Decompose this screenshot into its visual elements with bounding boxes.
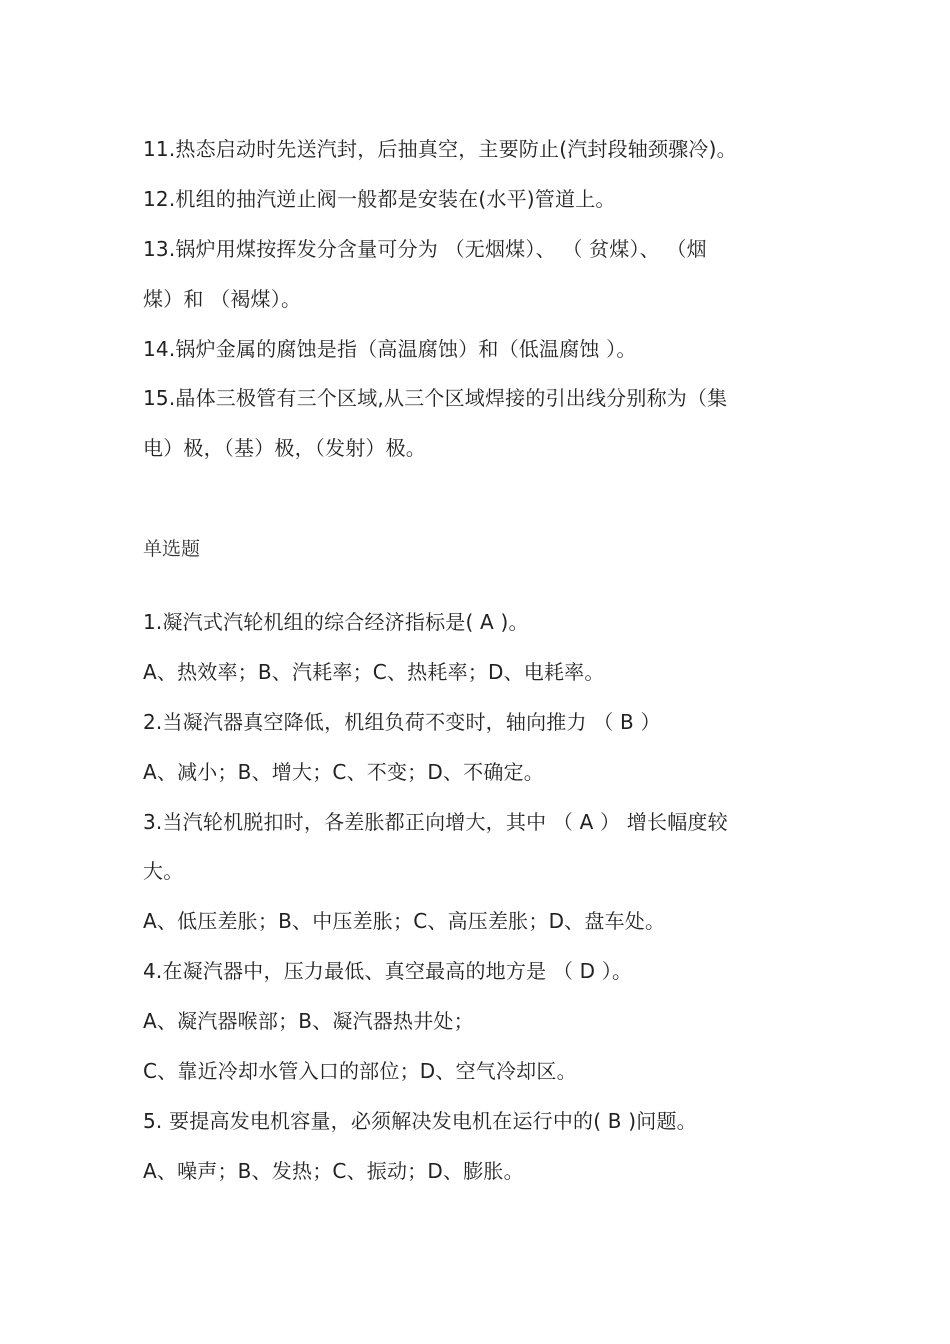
question-12: 12.机组的抽汽逆止阀一般都是安装在(水平)管道上。 bbox=[143, 187, 616, 211]
question-13-line-2: 煤）和 （褐煤）。 bbox=[143, 287, 302, 311]
sc-question-4-options-2: C、靠近冷却水管入口的部位；D、空气冷却区。 bbox=[143, 1059, 577, 1083]
sc-question-3-line-1: 3.当汽轮机脱扣时，各差胀都正向增大，其中 （ A ） 增长幅度较 bbox=[143, 810, 728, 834]
sc-question-3-line-2: 大。 bbox=[143, 859, 184, 883]
sc-question-1-options: A、热效率；B、汽耗率；C、热耗率；D、电耗率。 bbox=[143, 660, 605, 684]
sc-question-1: 1.凝汽式汽轮机组的综合经济指标是( A )。 bbox=[143, 610, 529, 634]
sc-question-5-options: A、噪声；B、发热；C、振动；D、膨胀。 bbox=[143, 1159, 524, 1183]
section-heading-single-choice: 单选题 bbox=[143, 538, 201, 560]
sc-question-4-options-1: A、凝汽器喉部；B、凝汽器热井处； bbox=[143, 1009, 474, 1033]
sc-question-2-options: A、减小；B、增大；C、不变；D、不确定。 bbox=[143, 760, 544, 784]
question-13-line-1: 13.锅炉用煤按挥发分含量可分为 （无烟煤）、 （ 贫煤）、 （烟 bbox=[143, 237, 707, 261]
question-11: 11.热态启动时先送汽封，后抽真空，主要防止(汽封段轴颈骤冷)。 bbox=[143, 137, 737, 161]
sc-question-2: 2.当凝汽器真空降低，机组负荷不变时，轴向推力 （ B ） bbox=[143, 710, 661, 734]
sc-question-3-options: A、低压差胀；B、中压差胀；C、高压差胀；D、盘车处。 bbox=[143, 909, 666, 933]
question-15-line-1: 15.晶体三极管有三个区域,从三个区域焊接的引出线分别称为（集 bbox=[143, 386, 728, 410]
question-14: 14.锅炉金属的腐蚀是指（高温腐蚀）和（低温腐蚀 ）。 bbox=[143, 337, 637, 361]
question-15-line-2: 电）极，（基）极，（发射）极。 bbox=[143, 436, 426, 460]
sc-question-5: 5. 要提高发电机容量，必须解决发电机在运行中的( B )问题。 bbox=[143, 1109, 697, 1133]
sc-question-4: 4.在凝汽器中，压力最低、真空最高的地方是 （ D ）。 bbox=[143, 959, 633, 983]
